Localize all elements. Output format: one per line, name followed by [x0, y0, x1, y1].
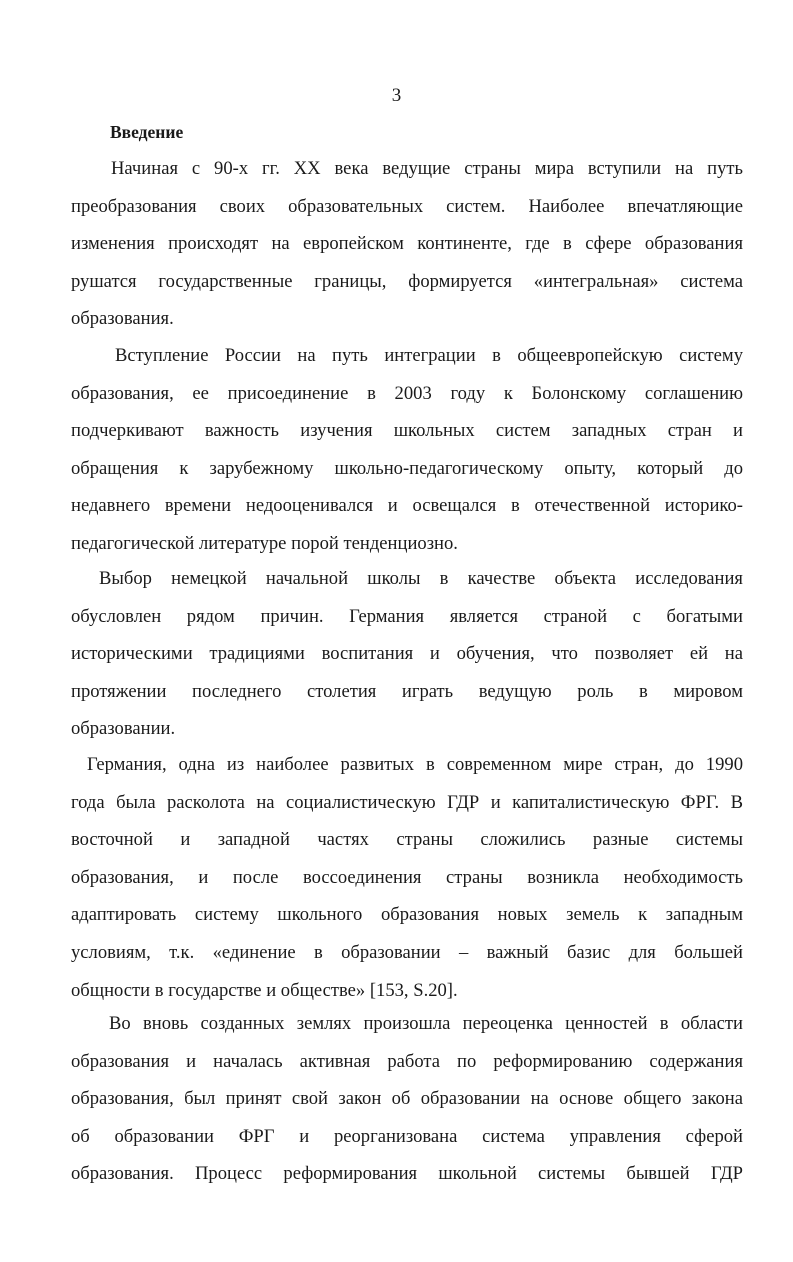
text-line: обращения к зарубежному школьно-педагогическому опыту, который до [71, 457, 743, 479]
section-heading: Введение [110, 122, 184, 142]
text-line: подчеркивают важность изучения школьных систем западных стран и [71, 420, 743, 442]
paragraph-2 [71, 337, 743, 563]
text-line: Германия, одна из наиболее развитых в современном мире стран, до 1990 [87, 754, 743, 775]
text-line: Выбор немецкой начальной школы в качестве объекта исследования [99, 568, 743, 589]
text-line: адаптировать систему школьного образования новых земель к западным [71, 904, 743, 926]
text-line: рушатся государственные границы, формируется «интегральная» система [71, 270, 743, 292]
paragraph-1 [71, 150, 743, 338]
text-line: образования, ее присоединение в 2003 году к Болонскому соглашению [71, 382, 743, 404]
text-line: образовании. [71, 718, 176, 740]
text-line: образования. [71, 308, 174, 330]
text-line: протяжении последнего столетия играть ведущую роль в мировом [71, 680, 743, 702]
text-line: условиям, т.к. «единение в образовании – важный базис для большей [71, 941, 743, 963]
text-line: образования и началась активная работа по реформированию содержания [71, 1050, 743, 1072]
text-line: недавнего времени недооценивался и освещался в отечественной историко- [71, 495, 743, 517]
text-line: Начиная с 90-х гг. XX века ведущие страны мира вступили на путь [111, 158, 743, 179]
text-line: об образовании ФРГ и реорганизована система управления сферой [71, 1125, 743, 1147]
page-number: 3 [391, 85, 402, 106]
text-line: историческими традициями воспитания и обучения, что позволяет ей на [71, 643, 743, 665]
text-line: Во вновь созданных землях произошла переоценка ценностей в области [109, 1013, 743, 1034]
text-line: обусловлен рядом причин. Германия является страной с богатыми [71, 605, 743, 627]
text-line: изменения происходят на европейском континенте, где в сфере образования [71, 233, 743, 255]
text-line: восточной и западной частях страны сложились разные системы [71, 829, 743, 851]
text-line: педагогической литературе порой тенденциозно. [71, 532, 458, 554]
text-line: образования, и после воссоединения страны возникла необходимость [71, 866, 743, 888]
text-line: преобразования своих образовательных систем. Наиболее впечатляющие [71, 195, 743, 217]
text-line: года была расколота на социалистическую ГДР и капиталистическую ФРГ. В [71, 791, 743, 813]
text-line: образования. Процесс реформирования школьной системы бывшей ГДР [71, 1163, 743, 1185]
text-line: общности в государстве и обществе» [153, S.20]. [71, 979, 458, 1001]
text-line: образования, был принят свой закон об образовании на основе общего закона [71, 1088, 743, 1110]
paragraph-5 [71, 1005, 743, 1193]
paragraph-3 [71, 560, 743, 748]
paragraph-4 [71, 746, 743, 1009]
text-line: Вступление России на путь интеграции в общеевропейскую систему [115, 345, 743, 366]
